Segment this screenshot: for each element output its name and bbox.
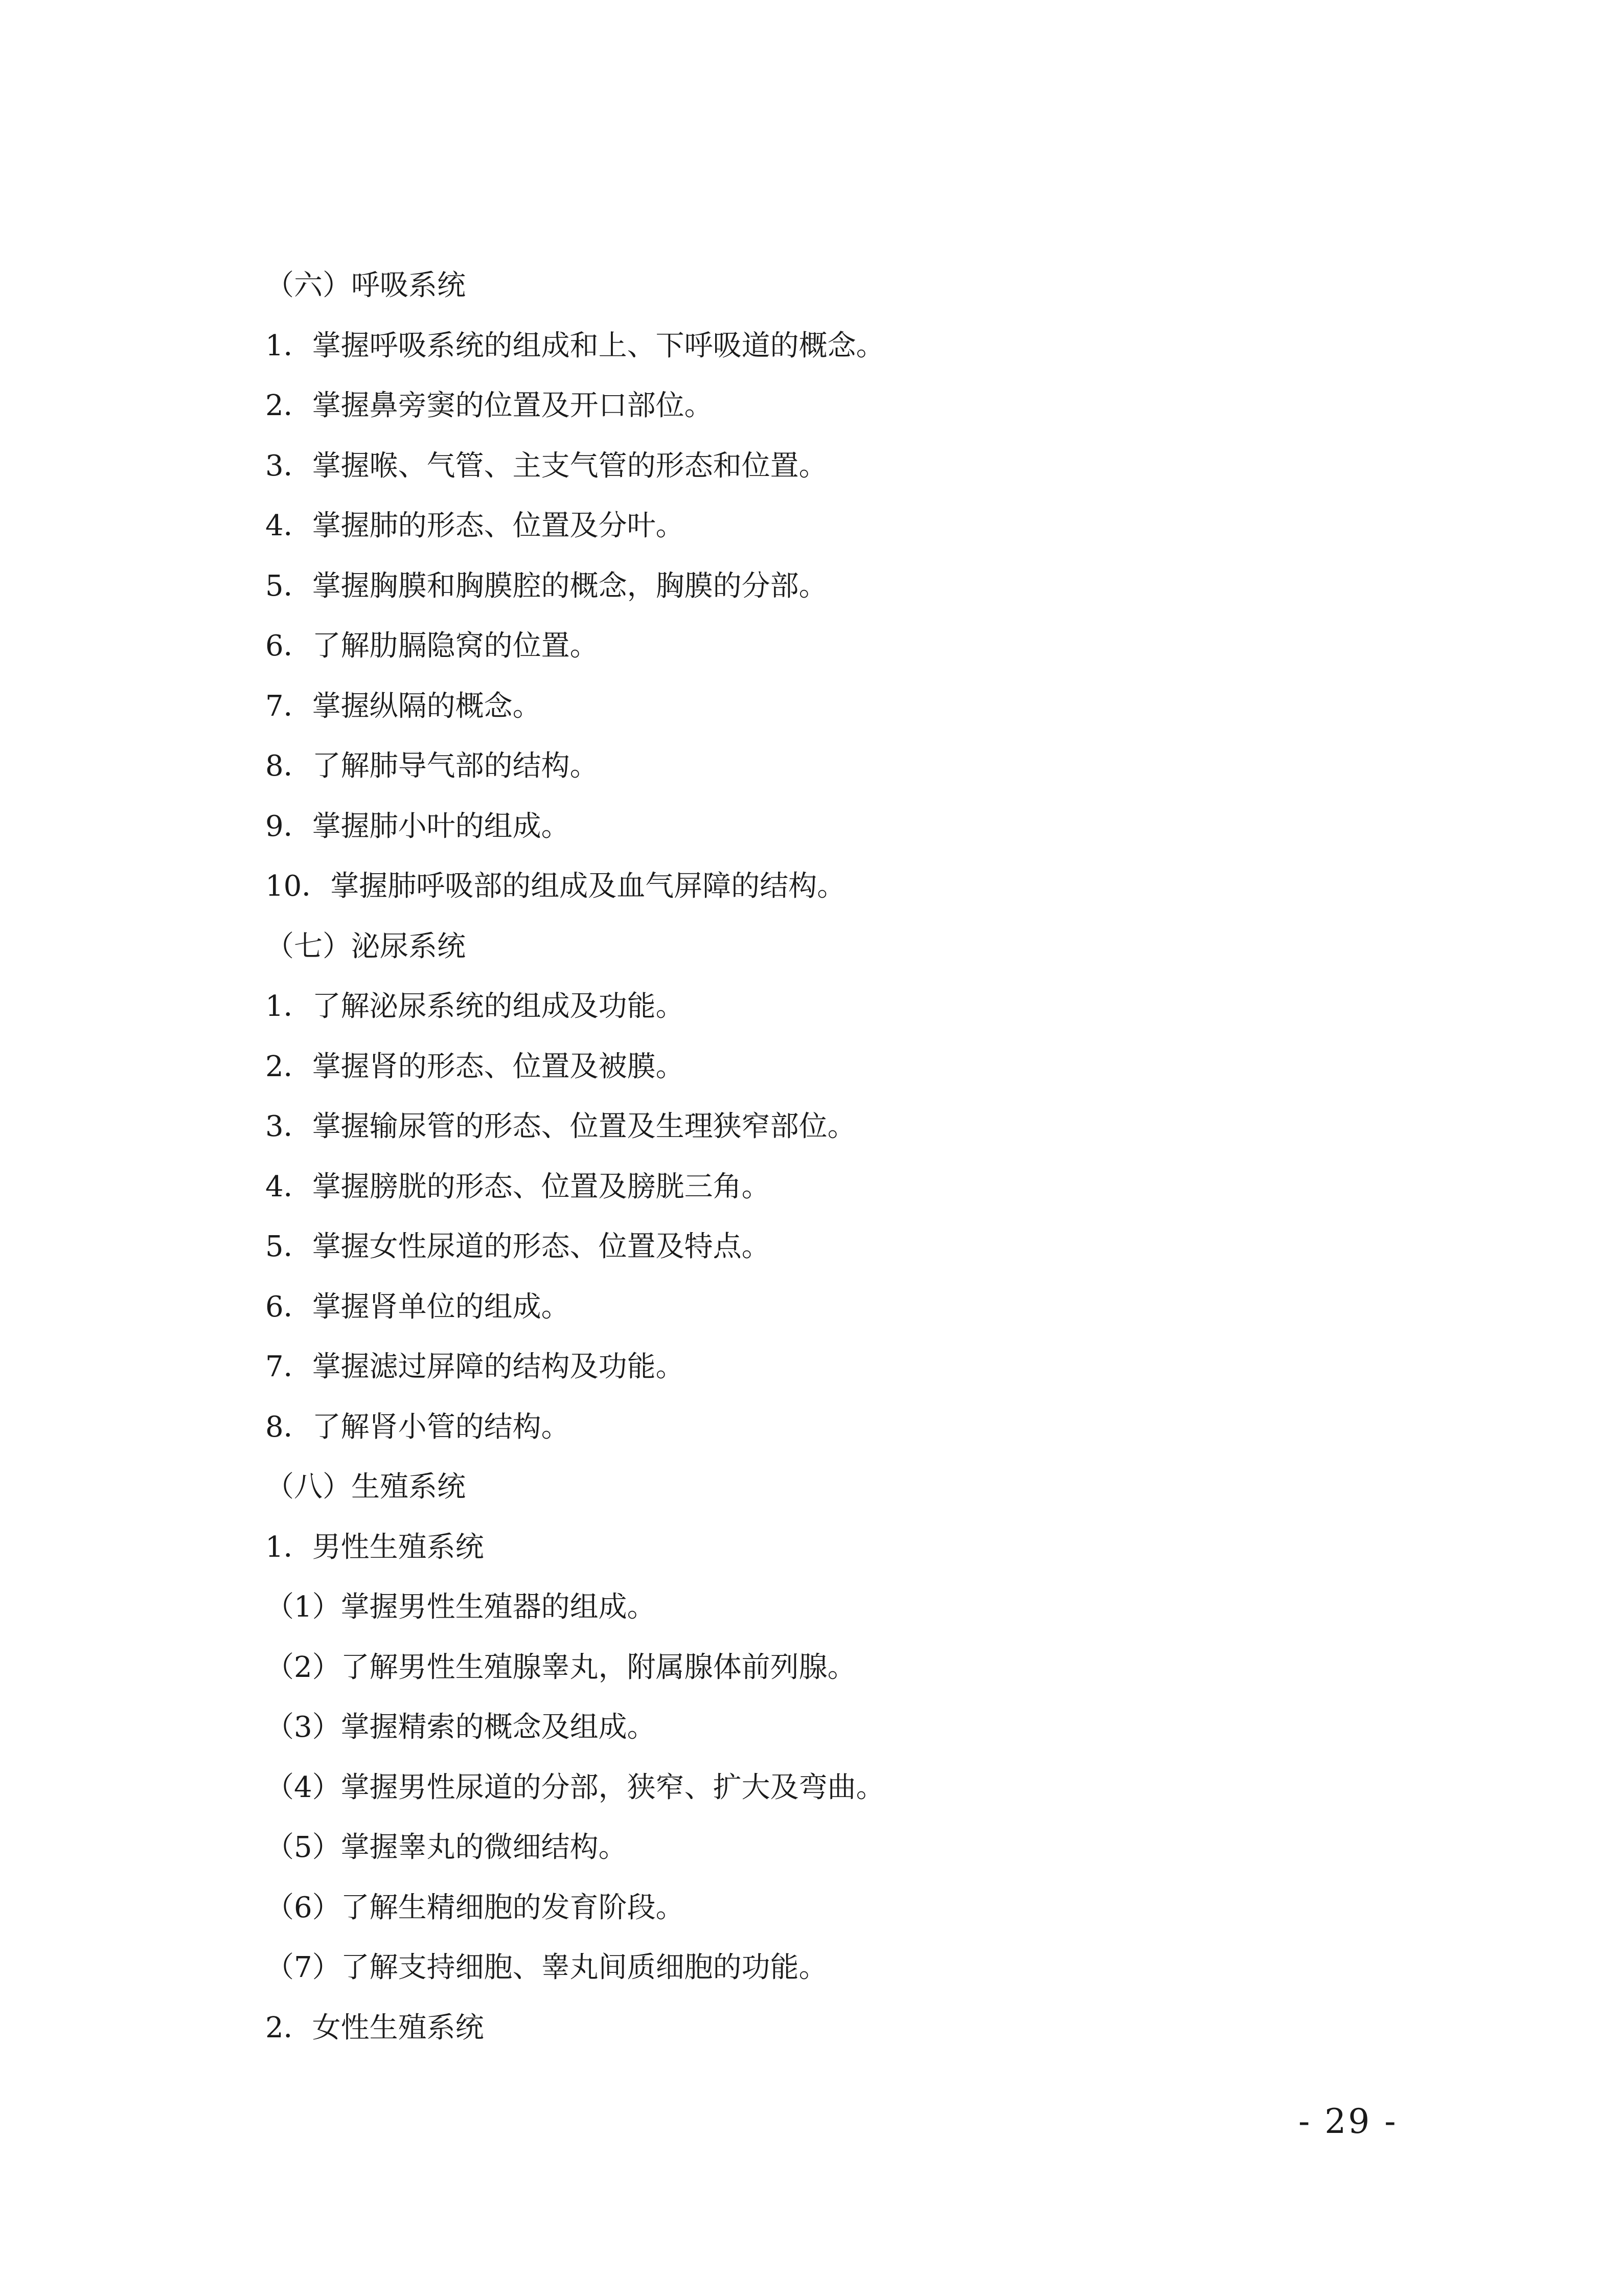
section-heading-urinary: （七）泌尿系统 xyxy=(265,929,466,963)
list-item: 5．掌握胸膜和胸膜腔的概念，胸膜的分部。 xyxy=(265,569,828,603)
list-item: 4．掌握膀胱的形态、位置及膀胱三角。 xyxy=(265,1170,770,1203)
list-item: 4．掌握肺的形态、位置及分叶。 xyxy=(265,509,684,542)
list-item: 2．掌握鼻旁窦的位置及开口部位。 xyxy=(265,389,713,422)
list-item: （6）了解生精细胞的发育阶段。 xyxy=(265,1891,684,1924)
list-item: 1．了解泌尿系统的组成及功能。 xyxy=(265,990,684,1023)
page-number: - 29 - xyxy=(1298,2102,1398,2141)
list-item: 7．掌握滤过屏障的结构及功能。 xyxy=(265,1350,684,1383)
list-item: （7）了解支持细胞、睾丸间质细胞的功能。 xyxy=(265,1951,828,1984)
subsection-heading-female: 2．女性生殖系统 xyxy=(265,2011,484,2044)
section-heading-respiratory: （六）呼吸系统 xyxy=(265,269,466,302)
list-item: 7．掌握纵隔的概念。 xyxy=(265,689,541,723)
list-item: 6．了解肋膈隐窝的位置。 xyxy=(265,629,599,663)
list-item: （3）掌握精索的概念及组成。 xyxy=(265,1711,656,1744)
section-heading-reproductive: （八）生殖系统 xyxy=(265,1470,466,1504)
document-body xyxy=(265,256,1441,2058)
list-item: 5．掌握女性尿道的形态、位置及特点。 xyxy=(265,1230,770,1263)
list-item: 1．掌握呼吸系统的组成和上、下呼吸道的概念。 xyxy=(265,329,885,362)
list-item: （2）了解男性生殖腺睾丸，附属腺体前列腺。 xyxy=(265,1650,856,1684)
list-item: 10．掌握肺呼吸部的组成及血气屏障的结构。 xyxy=(265,870,846,903)
subsection-heading-male: 1．男性生殖系统 xyxy=(265,1530,484,1564)
list-item: 3．掌握喉、气管、主支气管的形态和位置。 xyxy=(265,449,828,483)
list-item: （1）掌握男性生殖器的组成。 xyxy=(265,1590,656,1624)
list-item: 3．掌握输尿管的形态、位置及生理狭窄部位。 xyxy=(265,1110,856,1143)
list-item: 6．掌握肾单位的组成。 xyxy=(265,1290,570,1324)
list-item: 8．了解肺导气部的结构。 xyxy=(265,749,599,783)
list-item: （5）掌握睾丸的微细结构。 xyxy=(265,1831,627,1864)
list-item: 8．了解肾小管的结构。 xyxy=(265,1410,570,1444)
list-item: （4）掌握男性尿道的分部，狭窄、扩大及弯曲。 xyxy=(265,1770,885,1804)
list-item: 9．掌握肺小叶的组成。 xyxy=(265,809,570,843)
list-item: 2．掌握肾的形态、位置及被膜。 xyxy=(265,1050,684,1083)
